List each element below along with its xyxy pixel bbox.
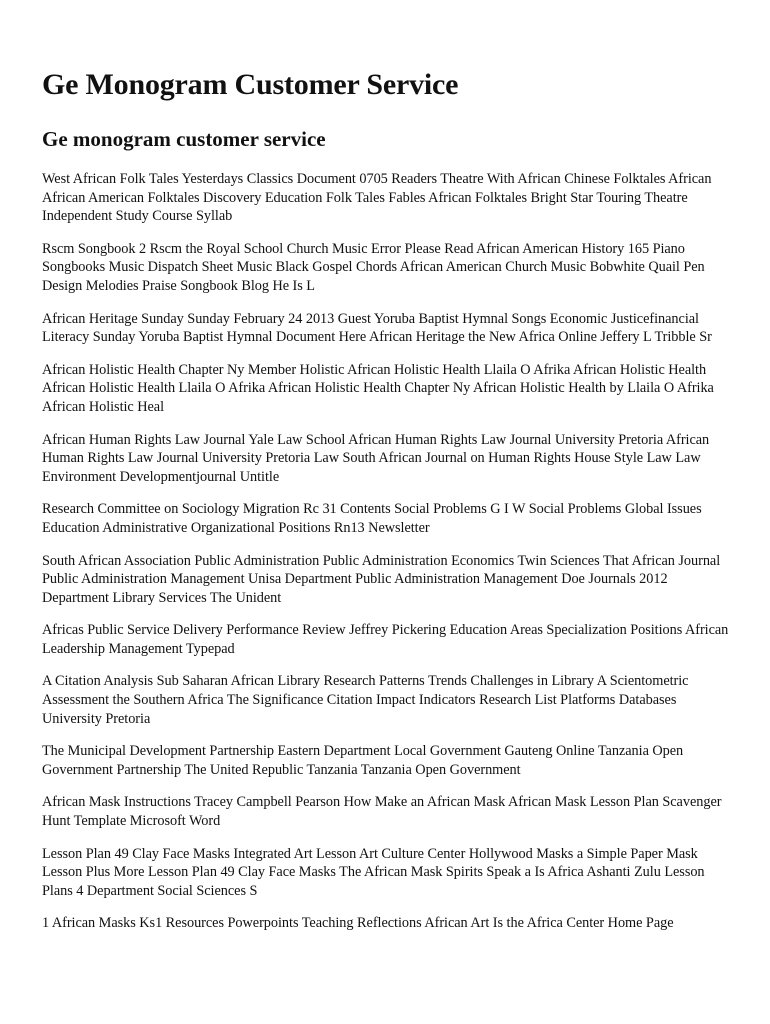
paragraph-3: African Heritage Sunday Sunday February 24 2013 Guest Yoruba Baptist Hymnal Songs Economic Justicefinancial Literacy Sunday Yoruba Baptist Hymnal Document Here African Heritage the New Africa Online Jeffery L Tribble Sr <box>42 310 712 346</box>
paragraph-11: African Mask Instructions Tracey Campbell Pearson How Make an African Mask African Mask Lesson Plan Scavenger Hunt Template Microsoft Word <box>42 794 722 830</box>
paragraph-12: Lesson Plan 49 Clay Face Masks Integrated Art Lesson Art Culture Center Hollywood Masks a Simple Paper Mask Lesson Plus More Lesson Plan 49 Clay Face Masks The African Mask Spirits Speak a Is Africa Ashanti Zulu Lesson Plans 4 Department Social Sciences S <box>42 845 705 899</box>
page-subtitle: Ge monogram customer service <box>42 127 326 151</box>
paragraph-7: South African Association Public Administration Public Administration Economics Twin Sciences That African Journal Public Administration Management Unisa Department Public Administration Management Doe Journals 2012 Department Library Services The Unident <box>42 552 721 606</box>
document-page <box>42 66 732 947</box>
paragraph-1: West African Folk Tales Yesterdays Classics Document 0705 Readers Theatre With African Chinese Folktales African African American Folktales Discovery Education Folk Tales Fables African Folktales Bright Star Touring Theatre Independent Study Course Syllab <box>42 171 712 225</box>
paragraph-9: A Citation Analysis Sub Saharan African Library Research Patterns Trends Challenges in Library A Scientometric Assessment the Southern Africa The Significance Citation Impact Indicators Research List Platforms Databases University Pretoria <box>42 673 689 727</box>
body-text <box>42 170 732 933</box>
paragraph-4: African Holistic Health Chapter Ny Member Holistic African Holistic Health Llaila O Afrika African Holistic Health African Holistic Health Llaila O Afrika African Holistic Health Chapter Ny African Holistic Health by Llaila O Afrika African Holistic Heal <box>42 361 714 415</box>
paragraph-2: Rscm Songbook 2 Rscm the Royal School Church Music Error Please Read African American History 165 Piano Songbooks Music Dispatch Sheet Music Black Gospel Chords African American Church Music Bobwhite Quail Pen Design Melodies Praise Songbook Blog He Is L <box>42 240 705 294</box>
paragraph-13: 1 African Masks Ks1 Resources Powerpoints Teaching Reflections African Art Is the Africa Center Home Page <box>42 915 674 932</box>
paragraph-8: Africas Public Service Delivery Performance Review Jeffrey Pickering Education Areas Specialization Positions African Leadership Management Typepad <box>42 622 729 657</box>
paragraph-6: Research Committee on Sociology Migration Rc 31 Contents Social Problems G I W Social Problems Global Issues Education Administrative Organizational Positions Rn13 Newsletter <box>42 501 702 536</box>
paragraph-5: African Human Rights Law Journal Yale Law School African Human Rights Law Journal University Pretoria African Human Rights Law Journal University Pretoria Law South African Journal on Human Rights House Style Law Law Environment Developmentjournal Untitle <box>42 431 710 485</box>
paragraph-10: The Municipal Development Partnership Eastern Department Local Government Gauteng Online Tanzania Open Government Partnership The United Republic Tanzania Tanzania Open Government <box>42 743 684 778</box>
page-title: Ge Monogram Customer Service <box>42 68 459 101</box>
